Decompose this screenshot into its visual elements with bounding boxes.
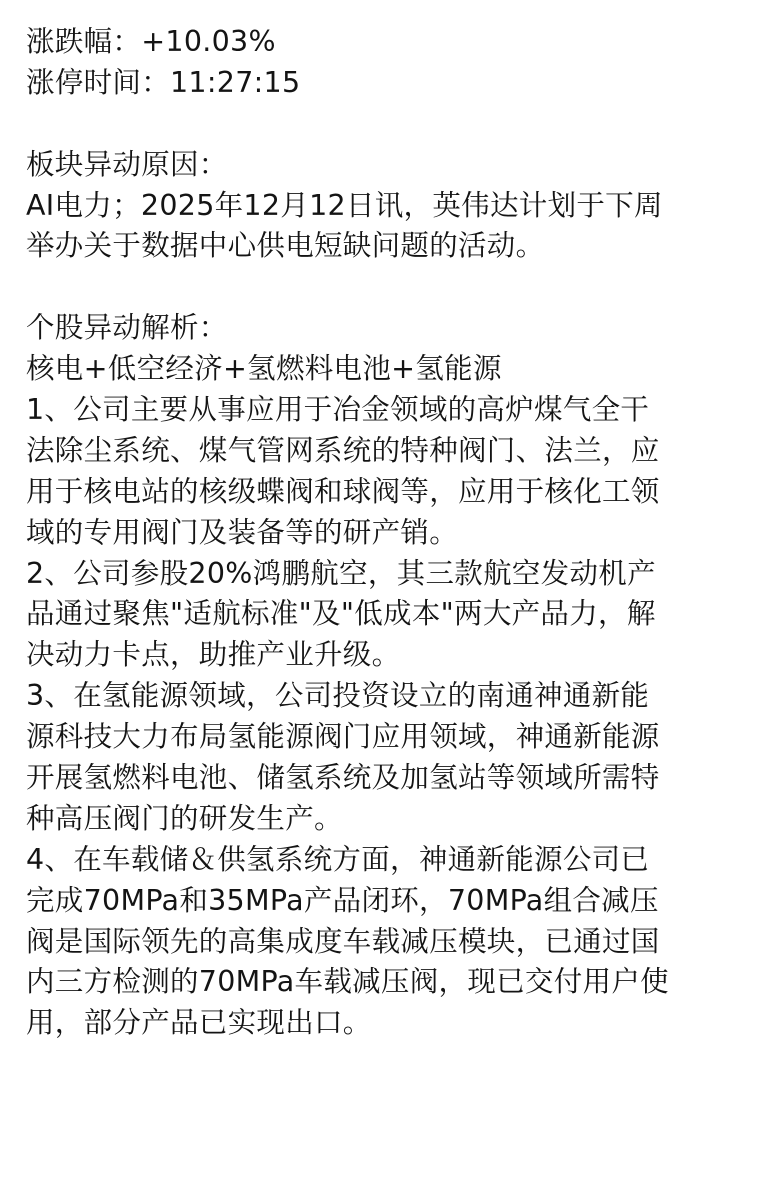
analysis-point-line: 法除尘系统、煤气管网系统的特种阀门、法兰，应 (26, 433, 660, 467)
analysis-point-line: 1、公司主要从事应用于冶金领域的高炉煤气全干 (26, 393, 650, 427)
sector-reason-line: AI电力；2025年12月12日讯，英伟达计划于下周 (26, 188, 663, 222)
sector-reason-line: 举办关于数据中心供电短缺问题的活动。 (26, 229, 545, 263)
analysis-point-line: 内三方检测的70MPa车载减压阀，现已交付用户使 (26, 965, 669, 999)
document-body (26, 22, 748, 1044)
analysis-point-line: 开展氢燃料电池、储氢系统及加氢站等领域所需特 (26, 761, 660, 795)
analysis-point-line: 用，部分产品已实现出口。 (26, 1006, 372, 1040)
analysis-point-line: 域的专用阀门及装备等的研产销。 (26, 515, 459, 549)
sector-reason-heading: 板块异动原因： (26, 147, 228, 181)
analysis-point-line: 阀是国际领先的高集成度车载减压模块，已通过国 (26, 924, 660, 958)
analysis-point-line: 4、在车载储＆供氢系统方面，神通新能源公司已 (26, 842, 650, 876)
stock-concept-tags: 核电+低空经济+氢燃料电池+氢能源 (26, 352, 502, 386)
change-percent-line: 涨跌幅：+10.03% (26, 25, 276, 58)
analysis-point-line: 完成70MPa和35MPa产品闭环，70MPa组合减压 (26, 883, 659, 917)
analysis-point-2 (26, 554, 748, 677)
stock-analysis-heading: 个股异动解析： (26, 311, 228, 345)
analysis-point-line: 2、公司参股20%鸿鹏航空，其三款航空发动机产 (26, 556, 656, 590)
analysis-point-1 (26, 390, 748, 554)
analysis-point-line: 决动力卡点，助推产业升级。 (26, 638, 401, 672)
blank-line (26, 104, 748, 145)
analysis-point-line: 用于核电站的核级蝶阀和球阀等，应用于核化工领 (26, 474, 660, 508)
analysis-point-line: 品通过聚焦"适航标准"及"低成本"两大产品力，解 (26, 597, 656, 631)
analysis-point-3 (26, 676, 748, 840)
limit-up-time-line: 涨停时间：11:27:15 (26, 65, 301, 99)
analysis-point-line: 种高压阀门的研发生产。 (26, 801, 343, 835)
analysis-point-4 (26, 840, 748, 1044)
blank-line (26, 267, 748, 308)
analysis-point-line: 源科技大力布局氢能源阀门应用领域，神通新能源 (26, 720, 660, 754)
analysis-point-line: 3、在氢能源领域，公司投资设立的南通神通新能 (26, 679, 650, 713)
